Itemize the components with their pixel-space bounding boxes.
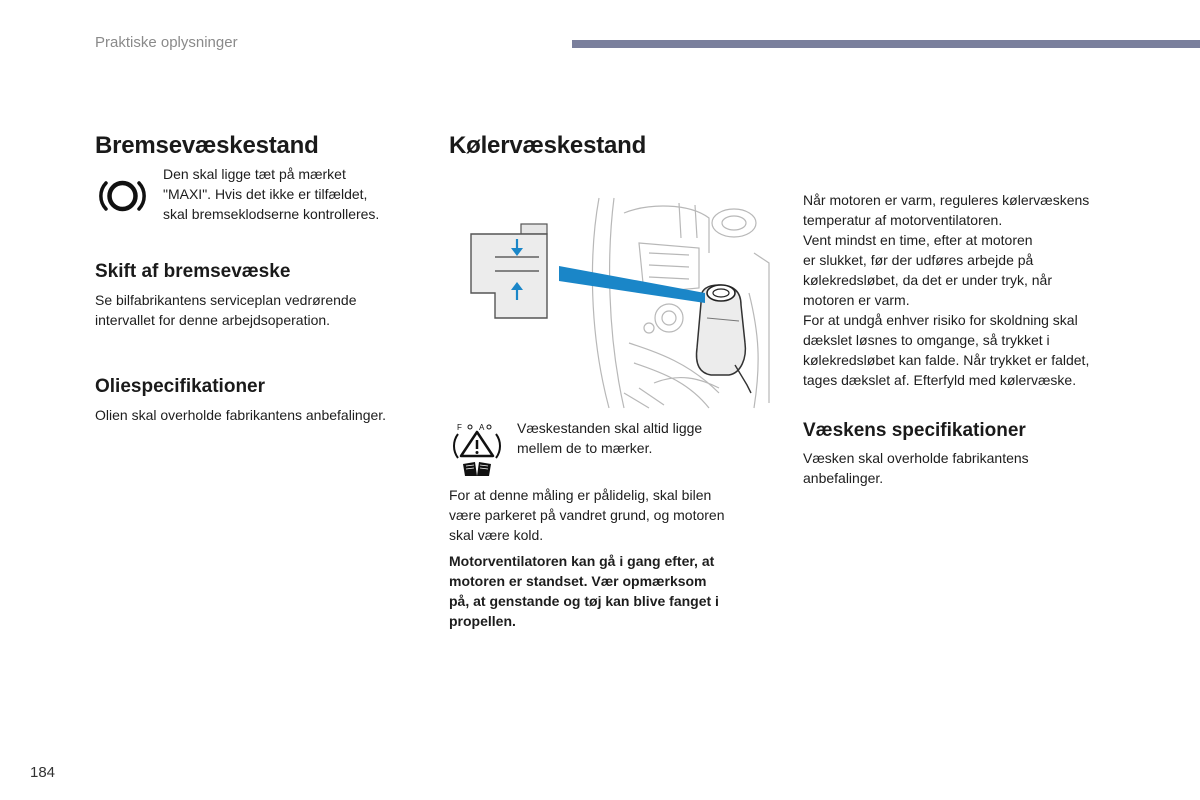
brake-change-text: Se bilfabrikantens serviceplan vedrørende intervallet for denne arbejdsoperation.	[95, 292, 357, 328]
header-accent-bar	[572, 40, 1200, 48]
svg-text:A: A	[479, 423, 485, 432]
coolant-measure-text: For at denne måling er pålidelig, skal bilen være parkeret på vandret grund, og motoren skal være kold.	[449, 487, 725, 543]
svg-text:F: F	[457, 423, 462, 432]
oil-spec-title: Oliespecifikationer	[95, 376, 266, 397]
brake-warning-icon	[95, 172, 150, 220]
coolant-title: Kølervæskestand	[449, 132, 647, 159]
fan-warning-text: Motorventilatoren kan gå i gang efter, at motoren er standset. Vær opmærksom på, at genstande og tøj kan blive fanget i propellen.	[449, 553, 719, 629]
coolant-level-note: Væskestanden skal altid ligge mellem de to mærker.	[517, 420, 703, 456]
page-number: 184	[30, 764, 56, 781]
hot-engine-warning-icon	[449, 420, 505, 478]
section-header: Praktiske oplysninger	[95, 34, 238, 51]
brake-fluid-title: Bremsevæskestand	[95, 132, 319, 159]
coolant-hot-text: Når motoren er varm, reguleres kølervæskens temperatur af motorventilatoren. Vent mindst en time, efter at motoren er slukket, før der udføres arbejde på kølekredsløbet, da det er under tryk, når motoren er varm. For at undgå enhver risiko for skoldning skal dækslet løsnes to omgange, så trykket i kølekredsløbet kan falde. Når trykket er faldet, tages dækslet af. Efterfyld med kølervæske.	[803, 192, 1090, 388]
brake-fluid-note: Den skal ligge tæt på mærket "MAXI". Hvis det ikke er tilfældet, skal bremseklodserne kontrolleres.	[163, 166, 380, 222]
fluid-spec-title: Væskens specifikationer	[803, 420, 1026, 441]
coolant-reservoir-illustration	[449, 193, 775, 413]
oil-spec-text: Olien skal overholde fabrikantens anbefalinger.	[95, 407, 387, 423]
fluid-spec-text: Væsken skal overholde fabrikantens anbefalinger.	[803, 450, 1029, 486]
brake-change-title: Skift af bremsevæske	[95, 261, 291, 282]
